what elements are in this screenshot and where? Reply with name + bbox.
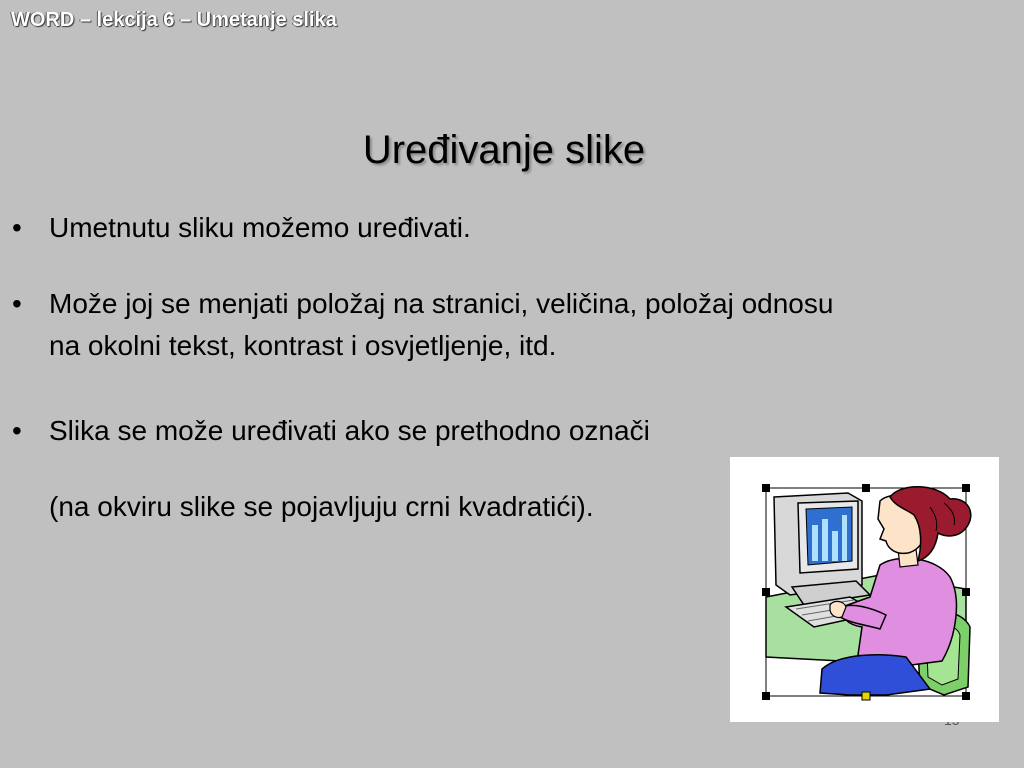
bullet-marker: •	[12, 212, 22, 243]
bullet-text-line: Umetnutu sliku možemo uređivati.	[49, 212, 471, 243]
bullet-marker: •	[12, 415, 22, 446]
bullet-text-line: na okolni tekst, kontrast i osvjetljenje, itd.	[49, 330, 557, 361]
bullet-marker: •	[12, 288, 22, 319]
slide-header: WORD – lekcija 6 – Umetanje slika	[11, 9, 337, 31]
selected-image[interactable]	[730, 457, 999, 722]
bullet-text	[49, 207, 471, 249]
bullet-text	[49, 486, 594, 528]
bullet-text	[49, 410, 650, 452]
bullet-text-line: (na okviru slike se pojavljuju crni kvadratići).	[49, 491, 594, 522]
slide-title: Uređivanje slike	[362, 128, 646, 172]
bullet-text-line: Može joj se menjati položaj na stranici, veličina, položaj odnosu	[49, 288, 834, 319]
bullet-text-line: Slika se može uređivati ako se prethodno označi	[49, 415, 650, 446]
bullet-text	[49, 283, 833, 367]
woman-at-computer-clipart-icon	[730, 457, 999, 722]
